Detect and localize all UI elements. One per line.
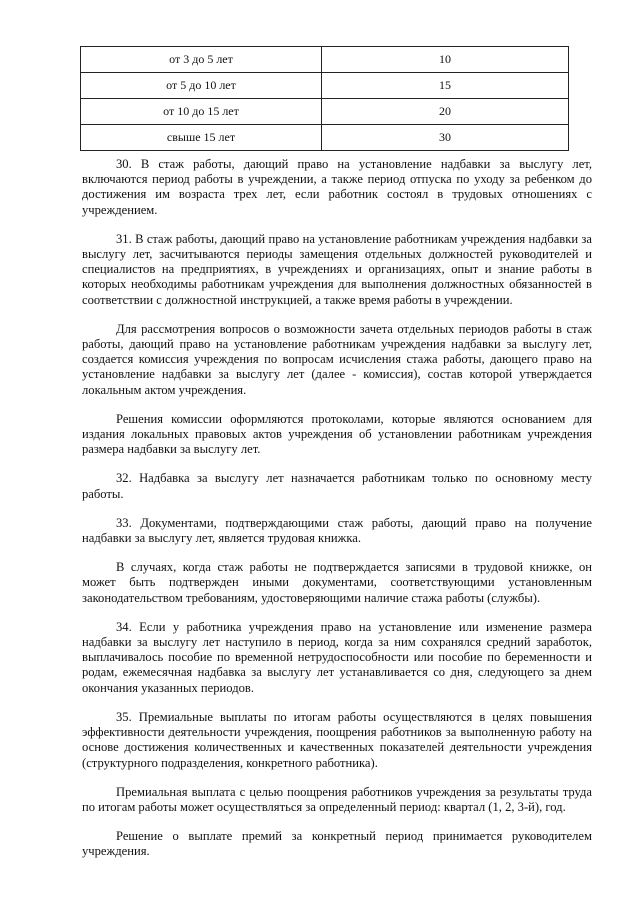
document-body bbox=[82, 157, 592, 874]
table-row bbox=[81, 73, 569, 99]
table-row bbox=[81, 99, 569, 125]
value-cell: 20 bbox=[322, 99, 569, 125]
paragraph-31: 31. В стаж работы, дающий право на установление работникам учреждения надбавки за выслугу лет, засчитываются периоды замещения отдельных должностей руководителей и специалистов на предприятиях, в учреждениях и организациях, опыт и знание работы в которых необходимы работникам учреждения для выполнения должностных обязанностей в соответствии с должностной инструкцией, а также время работы в учреждении. bbox=[82, 231, 592, 307]
paragraph-other-documents: В случаях, когда стаж работы не подтверждается записями в трудовой книжке, он может быть подтвержден иными документами, соответствующими установленным законодательством требованиям, удостоверяющими наличие стажа работы (службы). bbox=[82, 560, 592, 605]
paragraph-32: 32. Надбавка за выслугу лет назначается работникам только по основному месту работы. bbox=[82, 471, 592, 501]
value-cell: 15 bbox=[322, 73, 569, 99]
paragraph-33: 33. Документами, подтверждающими стаж работы, дающий право на получение надбавки за выслугу лет, является трудовая книжка. bbox=[82, 515, 592, 546]
paragraph-34: 34. Если у работника учреждения право на установление или изменение размера надбавки за выслугу лет наступило в период, когда за ним сохранялся средний заработок, выплачивалось пособие по временной нетрудоспособности или пособие по беременности и родам, ежемесячная надбавка за выслугу лет устанавливается со дня, следующего за днем окончания указанных периодов. bbox=[82, 619, 592, 695]
paragraph-bonus-period: Премиальная выплата с целью поощрения работников учреждения за результаты труда по итогам работы может осуществляться за определенный период: квартал (1, 2, 3-й), год. bbox=[82, 784, 592, 814]
paragraph-commission-decisions: Решения комиссии оформляются протоколами, которые являются основанием для издания локальных правовых актов учреждения об установлении работникам учреждения размера надбавки за выслугу лет. bbox=[82, 411, 592, 457]
value-cell: 10 bbox=[322, 47, 569, 73]
period-cell: от 5 до 10 лет bbox=[81, 73, 322, 99]
table-row bbox=[81, 125, 569, 151]
paragraph-30: 30. В стаж работы, дающий право на установление надбавки за выслугу лет, включаются период работы в учреждении, а также период отпуска по уходу за ребенком до достижения им возраста трех лет, если работник состоял в трудовых отношениях с учреждением. bbox=[82, 157, 592, 217]
seniority-table bbox=[80, 46, 569, 151]
paragraph-bonus-decision: Решение о выплате премий за конкретный период принимается руководителем учреждения. bbox=[82, 829, 592, 859]
paragraph-35: 35. Премиальные выплаты по итогам работы осуществляются в целях повышения эффективности деятельности учреждения, поощрения работников за выполненную работу на основе достижения количественных и качественных показателей деятельности учреждения (структурного подразделения, конкретного работника). bbox=[82, 709, 592, 770]
value-cell: 30 bbox=[322, 125, 569, 151]
period-cell: свыше 15 лет bbox=[81, 125, 322, 151]
table-row bbox=[81, 47, 569, 73]
period-cell: от 3 до 5 лет bbox=[81, 47, 322, 73]
paragraph-commission: Для рассмотрения вопросов о возможности зачета отдельных периодов работы в стаж работы, дающий право на установление работникам учреждения надбавки за выслугу лет, создается комиссия учреждения по вопросам исчисления стажа работы, дающего право на установление надбавки за выслугу лет (далее - комиссия), состав которой утверждается локальным актом учреждения. bbox=[82, 321, 592, 397]
period-cell: от 10 до 15 лет bbox=[81, 99, 322, 125]
